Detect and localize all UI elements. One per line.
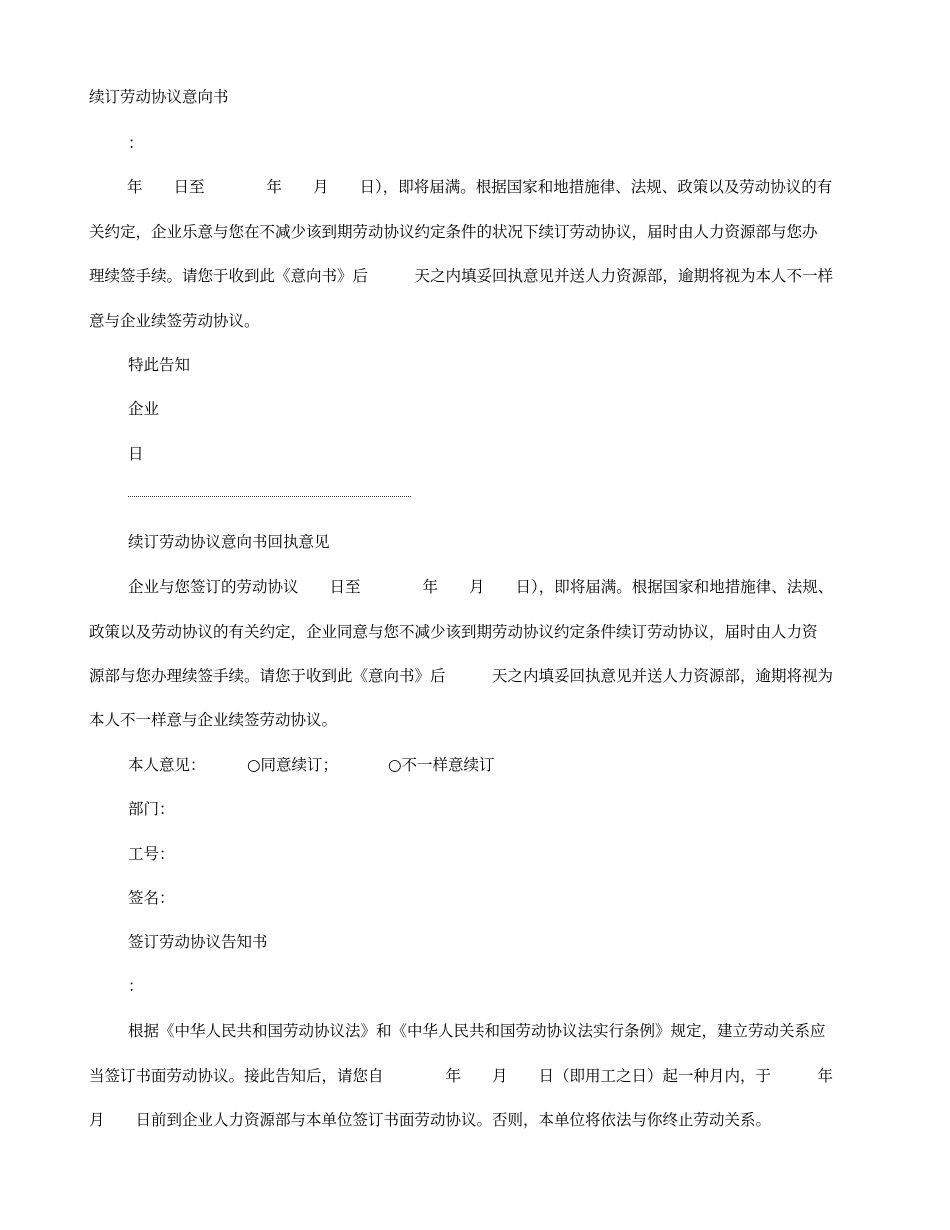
intent-letter-paragraph-line: 理续签手续。请您于收到此《意向书》后 天之内填妥回执意见并送人力资源部，逾期将视为本人不一样 (89, 267, 834, 285)
department-label: 部门： (128, 800, 175, 818)
intent-letter-salutation: ： (128, 134, 144, 152)
intent-letter-paragraph-line: 意与企业续签劳动协议。 (89, 312, 260, 330)
receipt-title: 续订劳动协议意向书回执意见 (128, 533, 330, 551)
receipt-paragraph-line: 企业与您签订的劳动协议 日至 年 月 日），即将届满。根据国家和地措施律、法规、 (128, 578, 834, 596)
receipt-paragraph-line: 本人不一样意与企业续签劳动协议。 (89, 711, 338, 729)
sign-notice-paragraph-line: 根据《中华人民共和国劳动协议法》和《中华人民共和国劳动协议法实行条例》规定，建立劳动关系应 (128, 1022, 826, 1040)
intent-letter-company: 企业 (128, 400, 160, 418)
intent-letter-paragraph-line: 年 日至 年 月 日），即将届满。根据国家和地措施律、法规、政策以及劳动协议的有 (127, 178, 833, 196)
intent-letter-title: 续订劳动协议意向书 (89, 88, 229, 106)
intent-letter-paragraph-line: 关约定，企业乐意与您在不减少该到期劳动协议约定条件的状况下续订劳动协议，届时由人力资源部与您办 (89, 223, 818, 241)
cut-line-divider (128, 496, 411, 497)
receipt-paragraph-line: 政策以及劳动协议的有关约定，企业同意与您不减少该到期劳动协议约定条件续订劳动协议，届时由人力资 (89, 623, 818, 641)
agree-renewal-option[interactable]: ○同意续订； (247, 756, 339, 774)
receipt-paragraph-line: 源部与您办理续签手续。请您于收到此《意向书》后 天之内填妥回执意见并送人力资源部，逾期将视为 (89, 667, 834, 685)
opinion-label: 本人意见： (128, 756, 206, 774)
sign-notice-paragraph-line: 当签订书面劳动协议。接此告知后，请您自 年 月 日（即用工之日）起一种月内，于 年 (89, 1067, 834, 1085)
sign-notice-title: 签订劳动协议告知书 (128, 933, 268, 951)
disagree-renewal-option[interactable]: ○不一样意续订 (388, 756, 495, 774)
sign-notice-paragraph-line: 月 日前到企业人力资源部与本单位签订书面劳动协议。否则，本单位将依法与你终止劳动关系。 (89, 1111, 772, 1129)
signature-label: 签名： (128, 889, 175, 907)
intent-letter-notice: 特此告知 (128, 356, 191, 374)
sign-notice-salutation: ： (128, 977, 144, 995)
employee-id-label: 工号： (128, 845, 175, 863)
intent-letter-date: 日 (128, 445, 144, 463)
